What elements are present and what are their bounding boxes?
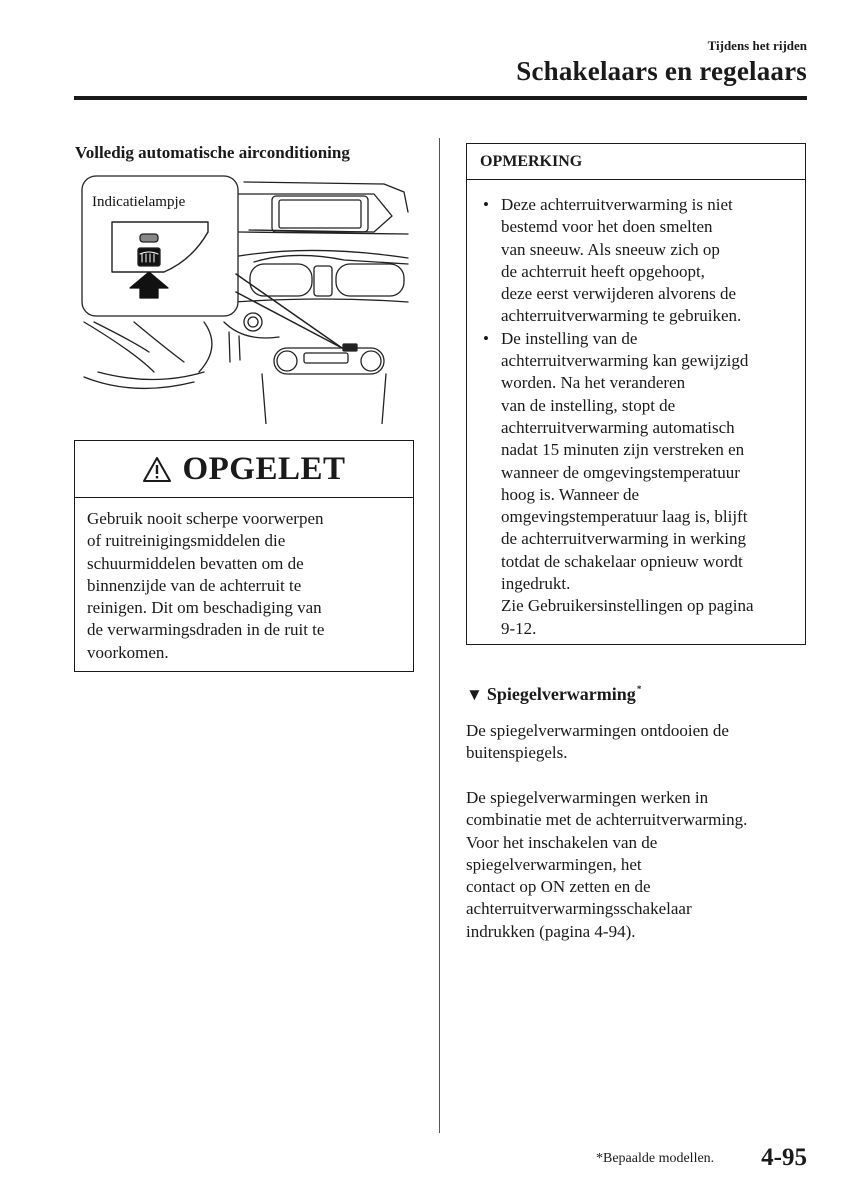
column-divider <box>439 138 440 1133</box>
optional-model-asterisk: * <box>636 684 642 694</box>
warning-title: OPGELET <box>182 450 346 487</box>
bullet-dot: • <box>483 328 489 348</box>
note-list <box>467 180 805 640</box>
mirror-paragraph: De spiegelverwarmingen werken in combinatie met de achterruitverwarming. Voor het inschakelen van de spiegelverwarmingen, het contact op ON zetten en de achterruitverwarmingsschakelaar indrukken (pagina 4-94). <box>466 788 748 941</box>
mirror-heating-heading <box>466 684 641 705</box>
warning-box <box>74 440 414 672</box>
note-box <box>466 143 806 645</box>
note-bullet <box>479 194 797 328</box>
section-marker-icon: ▼ <box>466 685 483 704</box>
callout-label: Indicatielampje <box>92 194 186 210</box>
warning-triangle-icon <box>142 456 172 483</box>
ac-section-heading: Volledig automatische airconditioning <box>75 143 350 162</box>
mirror-heading-text: Spiegelverwarming <box>486 684 636 704</box>
note-header <box>467 144 805 180</box>
page-title: Schakelaars en regelaars <box>516 56 807 86</box>
header-rule <box>74 96 807 100</box>
bullet-dot: • <box>483 195 489 214</box>
warning-header <box>75 441 413 498</box>
note-bullet-text: Deze achterruitverwarming is niet bestemd voor het doen smelten van sneeuw. Als sneeuw zich op de achterruit heeft opgehoopt, deze eerst verwijderen alvorens de achterruitverwarming te gebruiken. <box>501 195 742 326</box>
section-kicker: Tijdens het rijden <box>707 38 807 53</box>
dashboard-illustration <box>74 172 410 424</box>
note-title: OPMERKING <box>480 152 583 170</box>
warning-text: Gebruik nooit scherpe voorwerpen of ruitreinigingsmiddelen die schuurmiddelen bevatten om de binnenzijde van de achterruit te reinigen. Dit om beschadiging van de verwarmingsdraden in de ruit te voorkomen. <box>87 509 325 662</box>
note-bullet <box>479 328 797 640</box>
mirror-paragraph: De spiegelverwarmingen ontdooien de buitenspiegels. <box>466 721 729 763</box>
note-bullet-text: De instelling van de achterruitverwarming kan gewijzigd worden. Na het veranderen van de instelling, stopt de achterruitverwarming automatisch nadat 15 minuten zijn verstreken en wanneer de omgevingstemperatuur hoog is. Wanneer de omgevingstemperatuur laag is, blijft de achterruitverwarming in werking totdat de schakelaar opnieuw wordt ingedrukt. Zie Gebruikersinstellingen op pagina 9-12. <box>501 328 754 638</box>
page-number: 4-95 <box>761 1144 807 1171</box>
footnote: *Bepaalde modellen. <box>596 1151 715 1166</box>
